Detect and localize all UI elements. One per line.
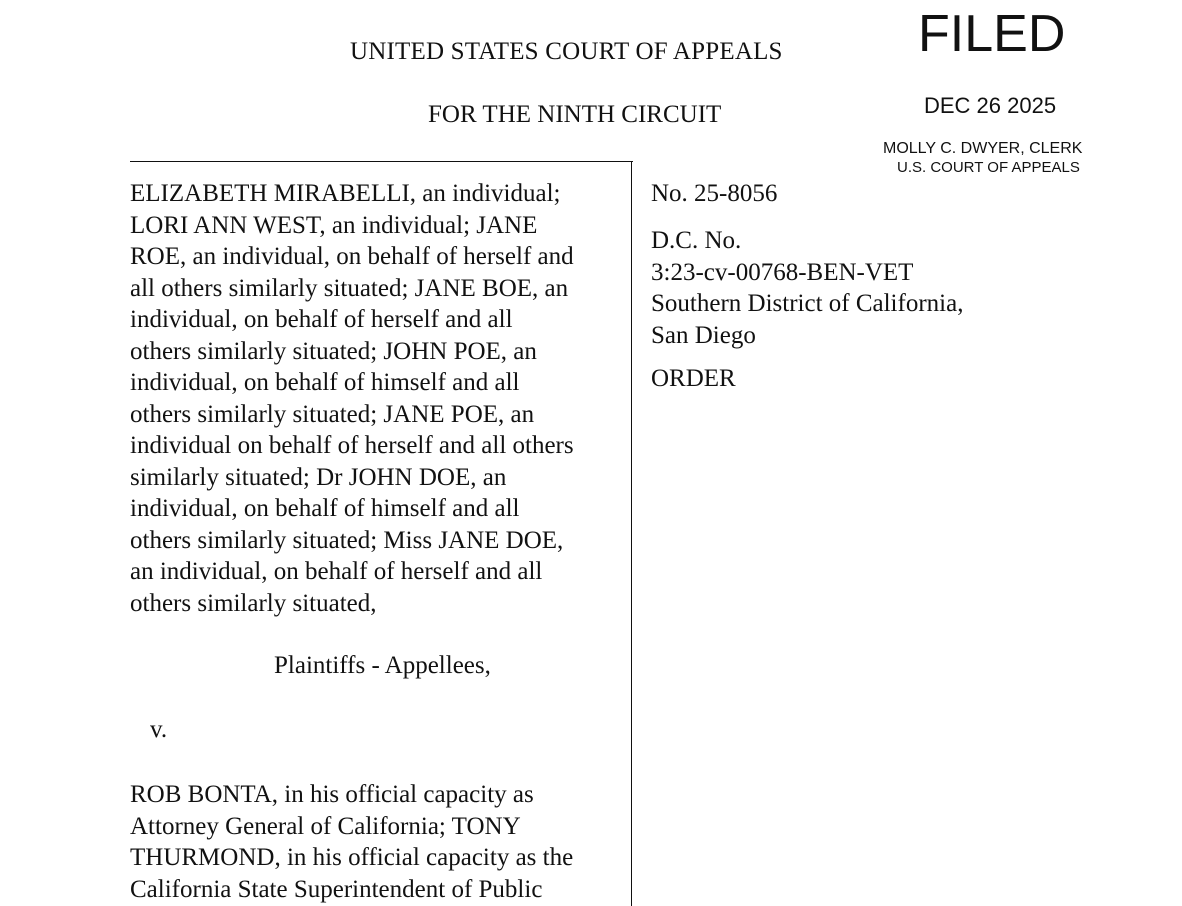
plaintiffs-line: others similarly situated; JOHN POE, an [130,337,537,365]
defendants-line: ROB BONTA, in his official capacity as [130,781,534,808]
district-city: San Diego [651,321,756,349]
plaintiffs-line: individual, on behalf of himself and all [130,369,520,396]
district-court-info [651,225,963,351]
plaintiffs-line: others similarly situated; JANE POE, an [130,400,535,428]
plaintiffs-line: ELIZABETH MIRABELLI, an individual; [130,180,561,207]
dc-number: 3:23-cv-00768-BEN-VET [651,258,914,286]
caption-top-rule [130,161,633,162]
filed-stamp-clerk-name: MOLLY C. DWYER, CLERK [883,140,1083,157]
plaintiffs-line: individual, on behalf of himself and all [130,495,520,522]
filed-stamp-clerk-court: U.S. COURT OF APPEALS [897,159,1080,176]
plaintiffs-designation: Plaintiffs - Appellees, [274,652,491,679]
filed-stamp-date: DEC 26 2025 [924,93,1057,118]
plaintiffs-line: individual on behalf of herself and all others [130,432,574,459]
case-number: No. 25-8056 [651,180,778,207]
plaintiffs-line: LORI ANN WEST, an individual; JANE [130,211,538,239]
defendants-line: California State Superintendent of Public [130,875,543,903]
plaintiffs-caption [130,178,625,619]
plaintiffs-line: individual, on behalf of herself and all [130,306,513,333]
plaintiffs-line: all others similarly situated; JANE BOE, an [130,274,569,302]
document-type: ORDER [651,365,736,392]
defendants-line: Attorney General of California; TONY [130,812,521,840]
plaintiffs-line: similarly situated; Dr JOHN DOE, an [130,463,507,491]
defendants-line: THURMOND, in his official capacity as the [130,844,574,871]
plaintiffs-line: others similarly situated, [130,589,377,617]
dc-label: D.C. No. [651,227,742,254]
court-name-line1: UNITED STATES COURT OF APPEALS [350,38,783,65]
plaintiffs-line: an individual, on behalf of herself and all [130,558,543,585]
court-name-line2: FOR THE NINTH CIRCUIT [428,101,722,128]
filed-stamp-title: FILED [918,5,1066,63]
defendants-caption [130,779,625,905]
plaintiffs-line: ROE, an individual, on behalf of herself and [130,243,574,270]
caption-divider-rule [631,161,632,906]
plaintiffs-line: others similarly situated; Miss JANE DOE, [130,526,564,554]
versus-label: v. [150,716,168,743]
district-name: Southern District of California, [651,290,964,317]
